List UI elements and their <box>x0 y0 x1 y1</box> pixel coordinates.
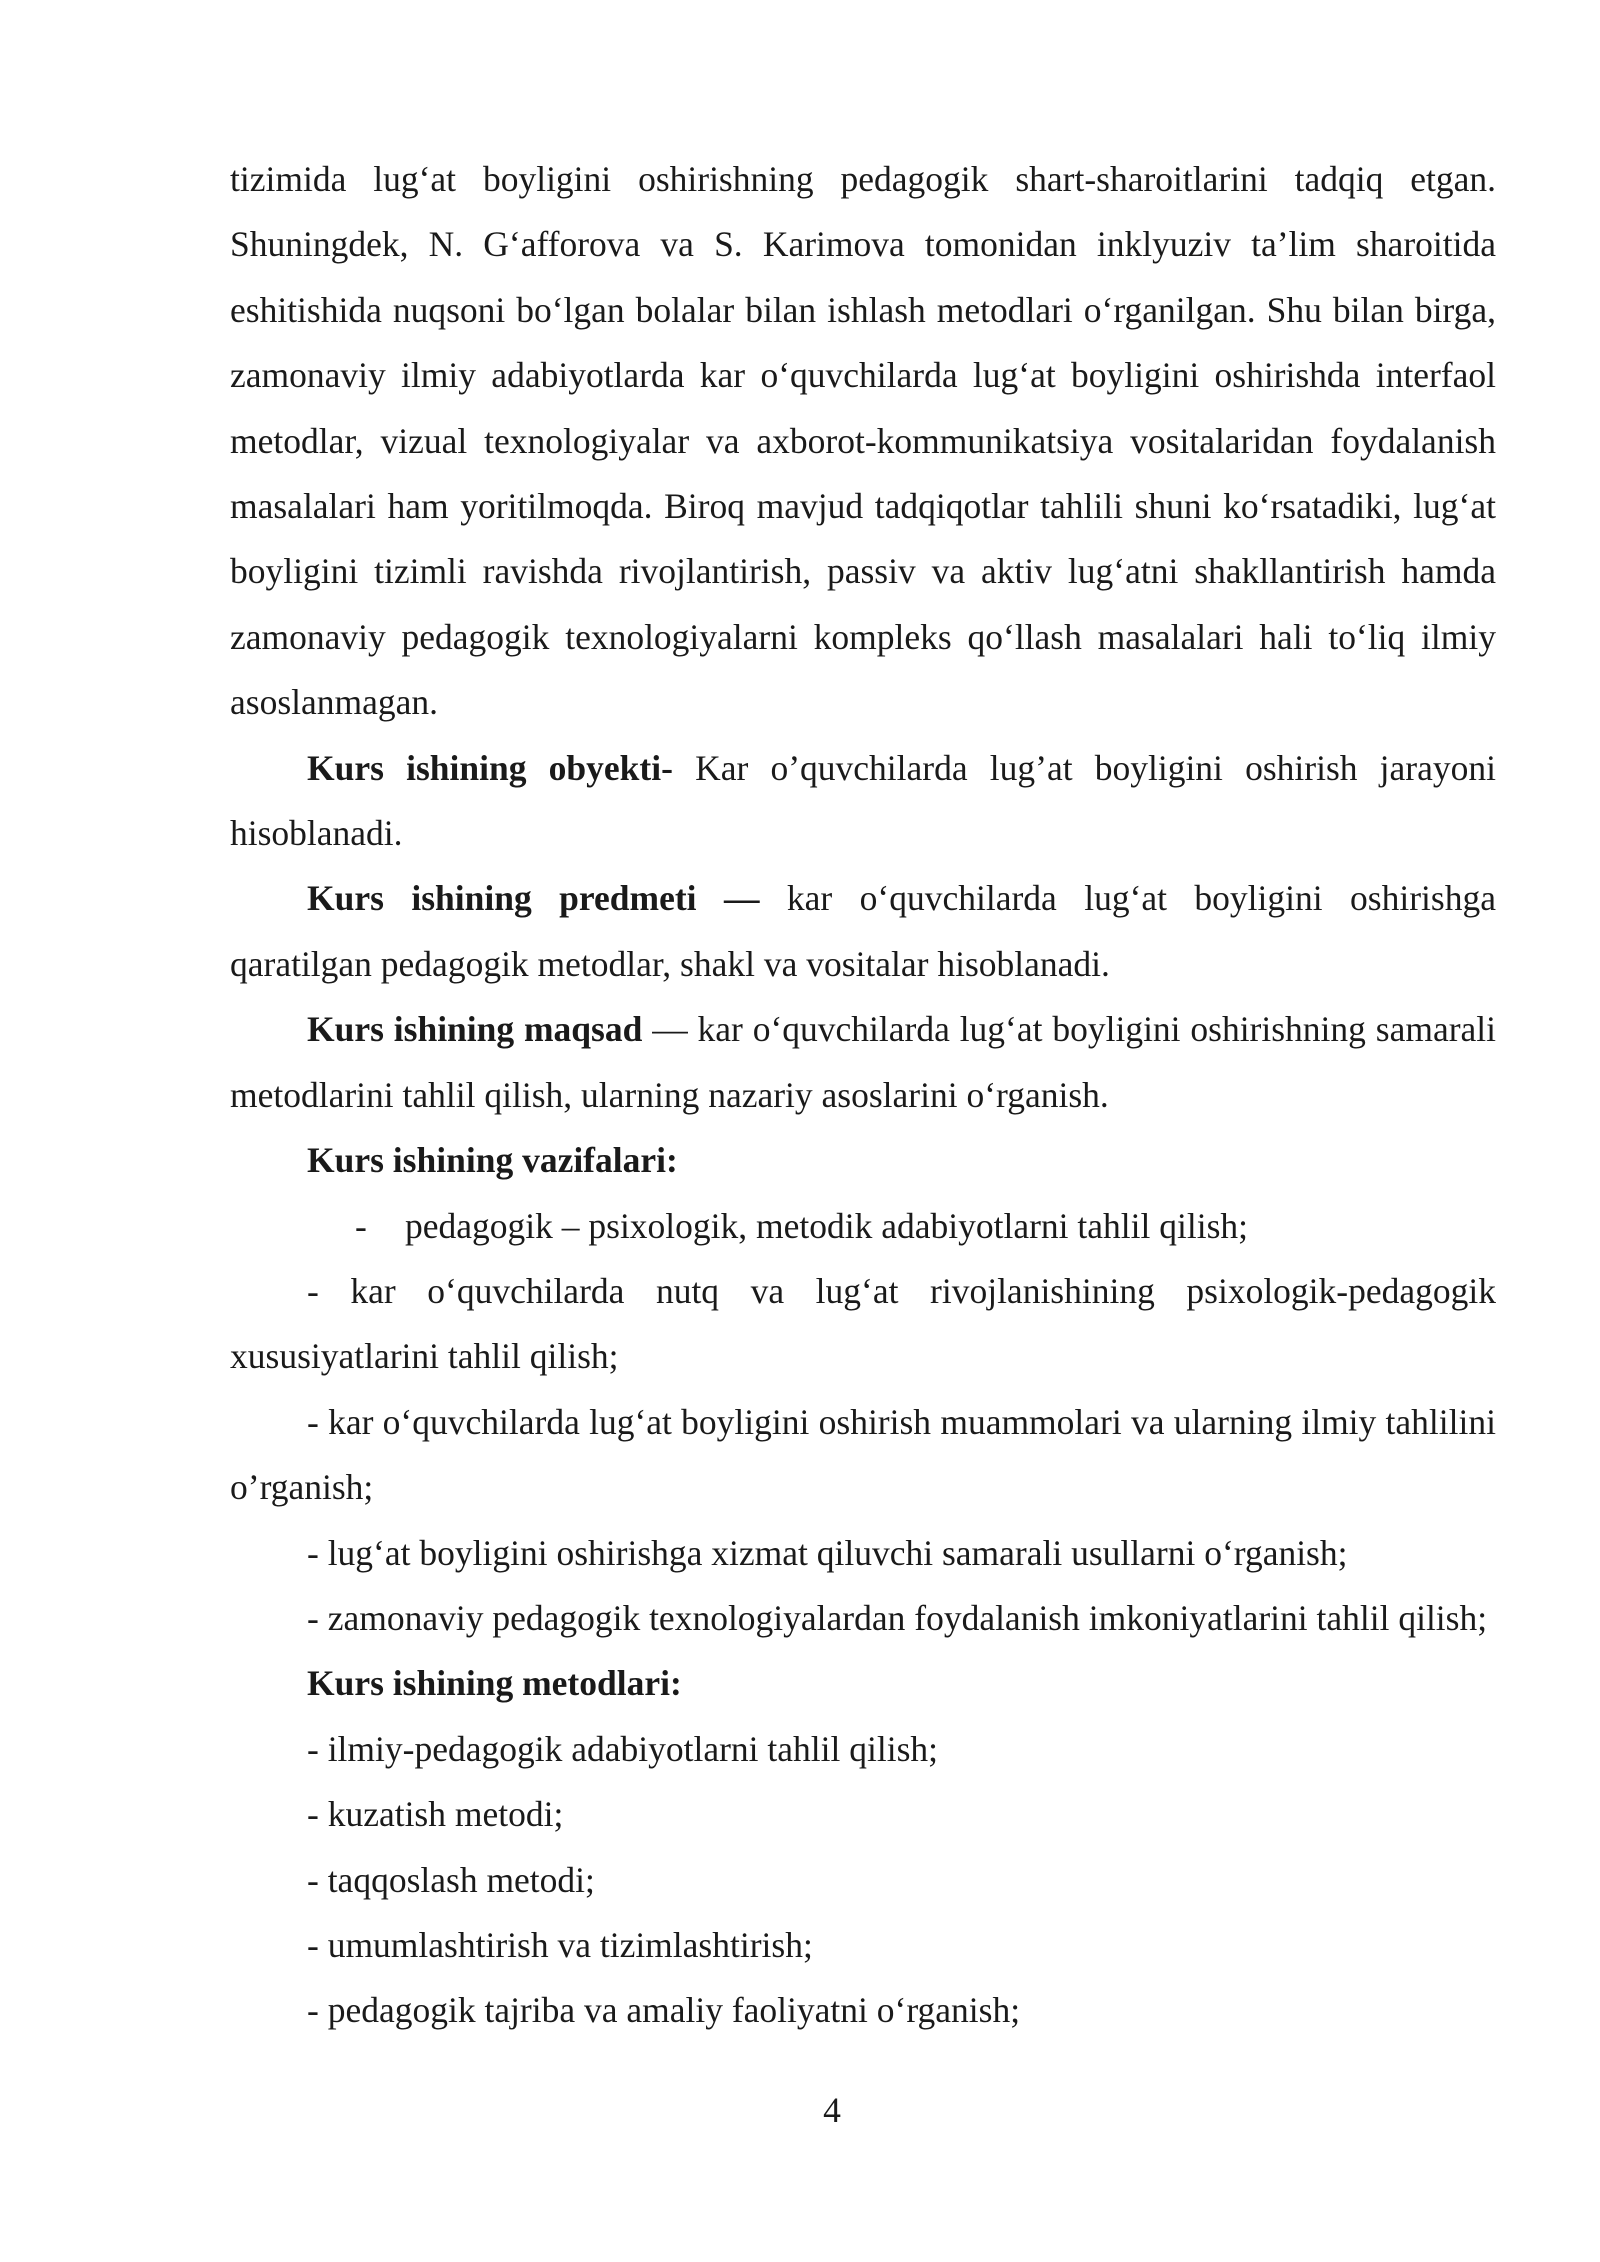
goal-text: — kar o‘quvchilarda lug‘at boyligini oshirishning samarali metodlarini tahlil qilish, ularning nazariy asoslarini o‘rganish. <box>230 1009 1497 1115</box>
task-item: - lug‘at boyligini oshirishga xizmat qiluvchi samarali usullarni o‘rganish; <box>307 1532 1348 1573</box>
document-page <box>230 147 1496 2044</box>
page-number: 4 <box>823 2090 841 2130</box>
goal-paragraph <box>230 997 1496 1128</box>
object-label: Kurs ishining obyekti- <box>307 747 673 788</box>
tasks-heading-text: Kurs ishining vazifalari: <box>307 1140 678 1181</box>
tasks-heading <box>230 1128 1496 1193</box>
object-text: Kar o’quvchilarda lug’at boyligini oshirish jarayoni hisoblanadi. <box>230 747 1496 854</box>
subject-paragraph <box>230 866 1496 997</box>
task-item: - kar o‘quvchilarda lug‘at boyligini oshirish muammolari va ularning ilmiy tahlilini o’rganish; <box>230 1401 1496 1508</box>
object-paragraph <box>230 736 1496 867</box>
subject-label: Kurs ishining predmeti — <box>307 878 760 919</box>
tasks-first-item <box>230 1194 1496 1259</box>
method-item: - ilmiy-pedagogik adabiyotlarni tahlil qilish; <box>307 1728 938 1769</box>
goal-label: Kurs ishining maqsad <box>307 1009 643 1050</box>
method-item: - kuzatish metodi; <box>307 1794 564 1835</box>
tasks-first-dash: - <box>355 1205 367 1246</box>
method-item: - taqqoslash metodi; <box>307 1859 595 1900</box>
subject-text: kar o‘quvchilarda lug‘at boyligini oshirishga qaratilgan pedagogik metodlar, shakl va vositalar hisoblanadi. <box>230 878 1496 984</box>
methods-heading <box>230 1651 1496 1716</box>
tasks-first-text: pedagogik – psixologik, metodik adabiyotlarni tahlil qilish; <box>405 1205 1249 1246</box>
task-item: - zamonaviy pedagogik texnologiyalardan foydalanish imkoniyatlarini tahlil qilish; <box>307 1597 1488 1638</box>
method-item: - pedagogik tajriba va amaliy faoliyatni o‘rganish; <box>307 1990 1021 2031</box>
method-item: - umumlashtirish va tizimlashtirish; <box>307 1924 813 1965</box>
intro-paragraph: tizimida lug‘at boyligini oshirishning pedagogik shart-sharoitlarini tadqiq etgan. Shuningdek, N. G‘afforova va S. Karimova tomonidan inklyuziv ta’lim sharoitida eshitishida nuqsoni bo‘lgan bolalar bilan ishlash metodlari o‘rganilgan. Shu bilan birga, zamonaviy ilmiy adabiyotlarda kar o‘quvchilarda lug‘at boyligini oshirishda interfaol metodlar, vizual texnologiyalar va axborot-kommunikatsiya vositalaridan foydalanish masalalari ham yoritilmoqda. Biroq mavjud tadqiqotlar tahlili shuni ko‘rsatadiki, lug‘at boyligini tizimli ravishda rivojlantirish, passiv va aktiv lug‘atni shakllantirish hamda zamonaviy pedagogik texnologiyalarni kompleks qo‘llash masalalari hali to‘liq ilmiy asoslanmagan. <box>230 159 1496 723</box>
methods-heading-text: Kurs ishining metodlari: <box>307 1663 682 1704</box>
task-item: - kar o‘quvchilarda nutq va lug‘at rivojlanishining psixologik-pedagogik xususiyatlarini tahlil qilish; <box>230 1270 1496 1377</box>
